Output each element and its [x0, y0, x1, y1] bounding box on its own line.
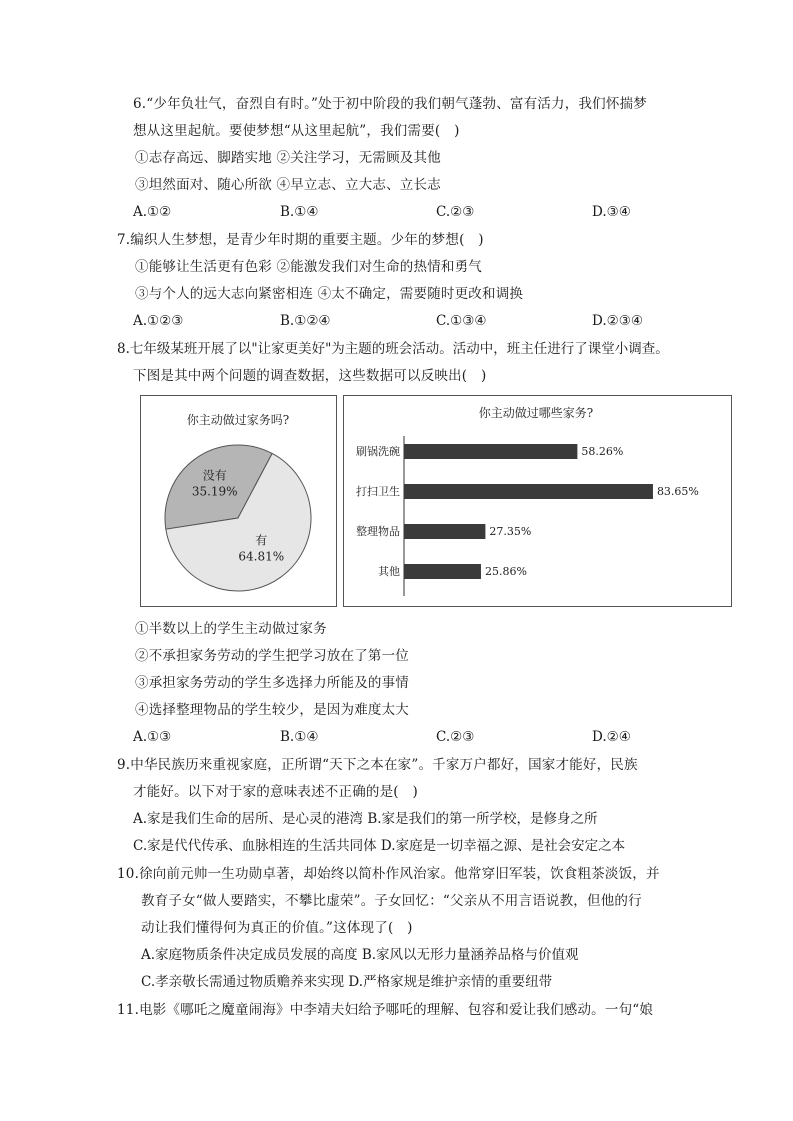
- bar-value-label-3: 25.86%: [484, 565, 527, 578]
- q10-stem-line1: 10.徐向前元帅一生功勋卓著，却始终以简朴作风治家。他常穿旧军装，饮食粗茶淡饭，并: [117, 866, 660, 882]
- pie-chart-title: 你主动做过家务吗?: [186, 413, 290, 427]
- pie-slice-label-1: 有: [255, 533, 268, 548]
- bar-category-label-2: 整理物品: [356, 525, 400, 538]
- q8-option-b[interactable]: B.①④: [280, 729, 319, 745]
- bar-value-label-1: 83.65%: [656, 485, 699, 498]
- q6-option-c[interactable]: C.②③: [436, 204, 475, 220]
- q6-stem-line1: 6.“少年负壮气，奋烈自有时。”处于初中阶段的我们朝气蓬勃、富有活力，我们怀揣梦: [133, 96, 647, 112]
- q8-stem-line2: 下图是其中两个问题的调查数据，这些数据可以反映出( ): [133, 368, 487, 384]
- q8-stem-line1: 8.七年级某班开展了以"让家更美好"为主题的班会活动。活动中，班主任进行了课堂小调查。: [117, 341, 669, 357]
- q9-stem-line2: 才能好。以下对于家的意味表述不正确的是( ): [133, 784, 418, 800]
- q11-stem-line1: 11.电影《哪吒之魔童闹海》中李靖夫妇给予哪吒的理解、包容和爱让我们感动。一句“娘: [117, 1002, 654, 1018]
- q10-stem-line3: 动让我们懂得何为真正的价值。”这体现了( ): [141, 920, 413, 936]
- q8-statement-1: ①半数以上的学生主动做过家务: [135, 621, 327, 637]
- bar-category-label-3: 其他: [378, 565, 400, 578]
- bar-1: [404, 484, 653, 499]
- q9-stem-line1: 9.中华民族历来重视家庭，正所谓“天下之本在家”。千家万户都好，国家才能好，民族: [117, 757, 638, 773]
- bar-chart: [344, 396, 731, 606]
- pie-slice-label-0: 没有: [202, 468, 227, 483]
- q7-option-b[interactable]: B.①②④: [280, 313, 331, 329]
- q7-statement-1: ①能够让生活更有色彩 ②能激发我们对生命的热情和勇气: [135, 259, 482, 275]
- bar-2: [404, 524, 485, 539]
- bar-value-label-2: 27.35%: [489, 525, 532, 538]
- q6-statement-2: ③坦然面对、随心所欲 ④早立志、立大志、立长志: [135, 177, 441, 193]
- q8-option-d[interactable]: D.②④: [592, 729, 631, 745]
- q8-option-a[interactable]: A.①③: [133, 729, 172, 745]
- q9-options-ab[interactable]: A.家是我们生命的居所、是心灵的港湾 B.家是我们的第一所学校，是修身之所: [133, 811, 598, 827]
- q8-option-c[interactable]: C.②③: [436, 729, 475, 745]
- q7-stem-line1: 7.编织人生梦想，是青少年时期的重要主题。少年的梦想( ): [117, 232, 484, 248]
- pie-slice-value-0: 35.19%: [191, 484, 238, 499]
- q9-options-cd[interactable]: C.家是代代传承、血脉相连的生活共同体 D.家庭是一切幸福之源、是社会安定之本: [133, 838, 626, 854]
- q8-statement-3: ③承担家务劳动的学生多选择力所能及的事情: [135, 675, 409, 691]
- q10-stem-line2: 教育子女“做人要踏实，不攀比虚荣”。子女回忆：“父亲从不用言语说教，但他的行: [141, 893, 642, 909]
- q7-option-a[interactable]: A.①②③: [133, 313, 184, 329]
- pie-chart-panel: [140, 395, 337, 607]
- q6-statement-1: ①志存高远、脚踏实地 ②关注学习，无需顾及其他: [135, 150, 441, 166]
- bar-category-label-1: 打扫卫生: [356, 485, 400, 498]
- q6-option-d[interactable]: D.③④: [592, 204, 631, 220]
- bar-chart-title: 你主动做过哪些家务?: [478, 406, 594, 420]
- q6-option-b[interactable]: B.①④: [280, 204, 319, 220]
- pie-chart: [141, 396, 336, 606]
- q8-statement-2: ②不承担家务劳动的学生把学习放在了第一位: [135, 648, 409, 664]
- q6-stem-line2: 想从这里起航。要使梦想“从这里起航”，我们需要( ): [133, 123, 460, 139]
- bar-category-label-0: 刷锅洗碗: [356, 445, 400, 458]
- q7-option-d[interactable]: D.②③④: [592, 313, 643, 329]
- bar-value-label-0: 58.26%: [581, 445, 624, 458]
- q8-statement-4: ④选择整理物品的学生较少，是因为难度太大: [135, 702, 409, 718]
- bar-0: [404, 444, 577, 459]
- q7-statement-2: ③与个人的远大志向紧密相连 ④太不确定，需要随时更改和调换: [135, 286, 524, 302]
- q6-option-a[interactable]: A.①②: [133, 204, 172, 220]
- q7-option-c[interactable]: C.①③④: [436, 313, 487, 329]
- bar-chart-panel: [343, 395, 732, 607]
- pie-slice-value-1: 64.81%: [238, 549, 285, 564]
- q10-options-ab[interactable]: A.家庭物质条件决定成员发展的高度 B.家风以无形力量涵养品格与价值观: [141, 947, 579, 963]
- q10-options-cd[interactable]: C.孝亲敬长需通过物质赡养来实现 D.严格家规是维护亲情的重要纽带: [141, 974, 553, 990]
- bar-3: [404, 564, 481, 579]
